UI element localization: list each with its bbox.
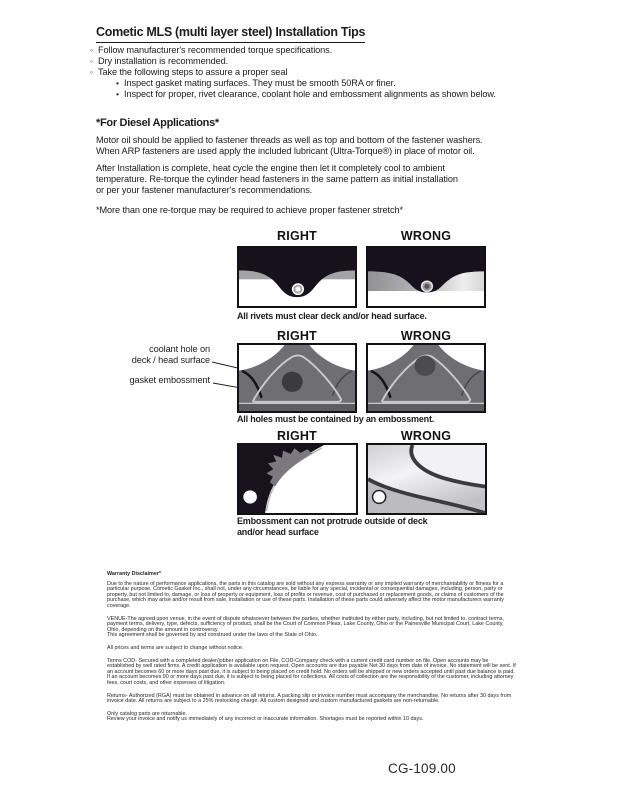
- open-bullet-icon: ◦: [90, 45, 93, 55]
- containment-wrong-illustration: [368, 345, 484, 411]
- legal-paragraph: This agreement shall be governed by and construed under the laws of the State of Ohio.: [107, 632, 318, 639]
- right-label: RIGHT: [277, 429, 317, 443]
- list-sub-item: [90, 78, 496, 89]
- list-item-text: Take the following steps to assure a proper seal: [98, 67, 288, 77]
- filled-bullet-icon: •: [116, 78, 119, 88]
- containment-right-illustration: [239, 345, 355, 411]
- warranty-disclaimer-section: [107, 572, 517, 730]
- protrusion-wrong-diagram: [366, 443, 487, 515]
- rivet-caption: All rivets must clear deck and/or head surface.: [237, 311, 427, 321]
- text-line: When ARP fasteners are used apply the included lubricant (Ultra-Torque®) in place of motor oil.: [96, 146, 475, 156]
- legal-paragraph: Review your invoice and notify us immediately of any incorrect or inaccurate information. Shortages must be reported within 10 days.: [107, 716, 424, 723]
- text-line: After Installation is complete, heat cycle the engine then let it completely cool to ambient: [96, 163, 445, 173]
- rivet-clearance-right-diagram: [237, 246, 357, 308]
- protrusion-caption-line1: Embossment can not protrude outside of deck: [237, 516, 428, 526]
- list-item-text: Inspect gasket mating surfaces. They must be smooth 50RA or finer.: [124, 78, 396, 88]
- legal-paragraph: All prices and terms are subject to change without notice.: [107, 644, 244, 651]
- filled-bullet-icon: •: [116, 89, 119, 99]
- text-line: Motor oil should be applied to fastener threads as well as top and bottom of the fastener washers.: [96, 135, 483, 145]
- protrusion-right-diagram: [237, 443, 358, 515]
- diesel-paragraph-2: [96, 163, 458, 196]
- wrong-label: WRONG: [400, 329, 452, 343]
- wrong-label: WRONG: [400, 229, 452, 243]
- protrusion-right-illustration: [239, 445, 356, 513]
- page-title: Cometic MLS (multi layer steel) Installation Tips: [96, 25, 365, 43]
- embossment-containment-right-diagram: [237, 343, 357, 413]
- right-label: RIGHT: [277, 229, 317, 243]
- rivet-clearance-wrong-diagram: [366, 246, 486, 308]
- list-item-text: Inspect for proper, rivet clearance, coolant hole and embossment alignments as shown below.: [124, 89, 496, 99]
- legal-paragraph: Due to the nature of performance applications, the parts in this catalog are sold without any express warranty or any implied warranty of merchantability or fitness for a particular purpose. Cometic Gasket Inc., shall not, under any circumstances, be liable for any special, incidental or consequential damages, including, person, party or property, but not limited to, damage, or loss of property or equipment, loss of profits or revenue, cost of purchased or replacement goods, or claims of customers of the purchase, which may arise and/or result from sale, installation or use of these parts. Installation of these parts could adversely affect the motor manufacturers warranty coverage.: [107, 580, 504, 609]
- text-line: or per your fastener manufacturer's recommendations.: [96, 185, 313, 195]
- containment-caption: All holes must be contained by an embossment.: [237, 414, 435, 424]
- protrusion-caption-line2: and/or head surface: [237, 527, 319, 537]
- list-item: [90, 67, 496, 78]
- list-item: [90, 56, 496, 67]
- list-item-text: Dry installation is recommended.: [98, 56, 229, 66]
- legal-paragraph: Returns- Authorized (RGA) must be obtained in advance on all returns. A packing slip or invoice number must accompany the merchandise. No returns after 30 days from invoice date. All returns are subject to a 25% restocking charge. All custom designed and custom manufactured gaskets are non-returnable.: [107, 692, 512, 705]
- open-bullet-icon: ◦: [90, 67, 93, 77]
- list-item-text: Follow manufacturer's recommended torque specifications.: [98, 45, 333, 55]
- coolant-hole-label-line1: coolant hole on: [149, 344, 210, 354]
- legal-paragraph: Terms COD- Secured with a completed dealer/jobber application on File, COD-Company check with a current credit card number on file. Open accounts may be established by well rated firms. A credit application is available upon request. Open accounts are due payable Net 30 days from date of invoice. No statement will be sent. If an account becomes 60 or more days past due, it is subject to being placed on credit hold. No orders will be shipped or new orders accepted until past due balance is paid. If an account becomes 90 or more days past due, it is subject to being placed for collections. All costs of collection are the responsibility of the customer, including attorney fees, court costs, and other expenses of litigation.: [107, 657, 516, 686]
- retorque-note: *More than one re-torque may be required to achieve proper fastener stretch*: [96, 205, 403, 215]
- wrong-label: WRONG: [400, 429, 452, 443]
- diesel-paragraph-1: [96, 135, 483, 157]
- page-code: CG-109.00: [388, 761, 456, 776]
- protrusion-wrong-illustration: [368, 445, 485, 513]
- gasket-embossment-label: gasket embossment: [129, 375, 210, 385]
- embossment-containment-wrong-diagram: [366, 343, 486, 413]
- list-item: [90, 45, 496, 56]
- coolant-hole-label-line2: deck / head surface: [131, 355, 210, 365]
- rivet-right-illustration: [239, 248, 355, 306]
- legal-paragraph: Only catalog parts are returnable.: [107, 710, 188, 717]
- text-line: temperature. Re-torque the cylinder head fasteners in the same pattern as initial installation: [96, 174, 458, 184]
- installation-tips-list: [90, 45, 496, 100]
- warranty-disclaimer-heading: Warranty Disclaimer*: [107, 571, 162, 577]
- rivet-wrong-illustration: [368, 248, 484, 306]
- list-sub-item: [90, 89, 496, 100]
- open-bullet-icon: ◦: [90, 56, 93, 66]
- legal-paragraph: VENUE-The agreed upon venue, in the event of dispute whatsoever between the parties, whether instituted by either party, including, but not limited to, contract terms, payment terms, delivery, type, defects, sufficiency of product, shall be the Court of Common Pleas, Lake County, Ohio or the Painesville Municipal Court, Lake County, Ohio, depending on the amount in controversy.: [107, 615, 504, 633]
- right-label: RIGHT: [277, 329, 317, 343]
- diesel-applications-heading: *For Diesel Applications*: [96, 117, 219, 129]
